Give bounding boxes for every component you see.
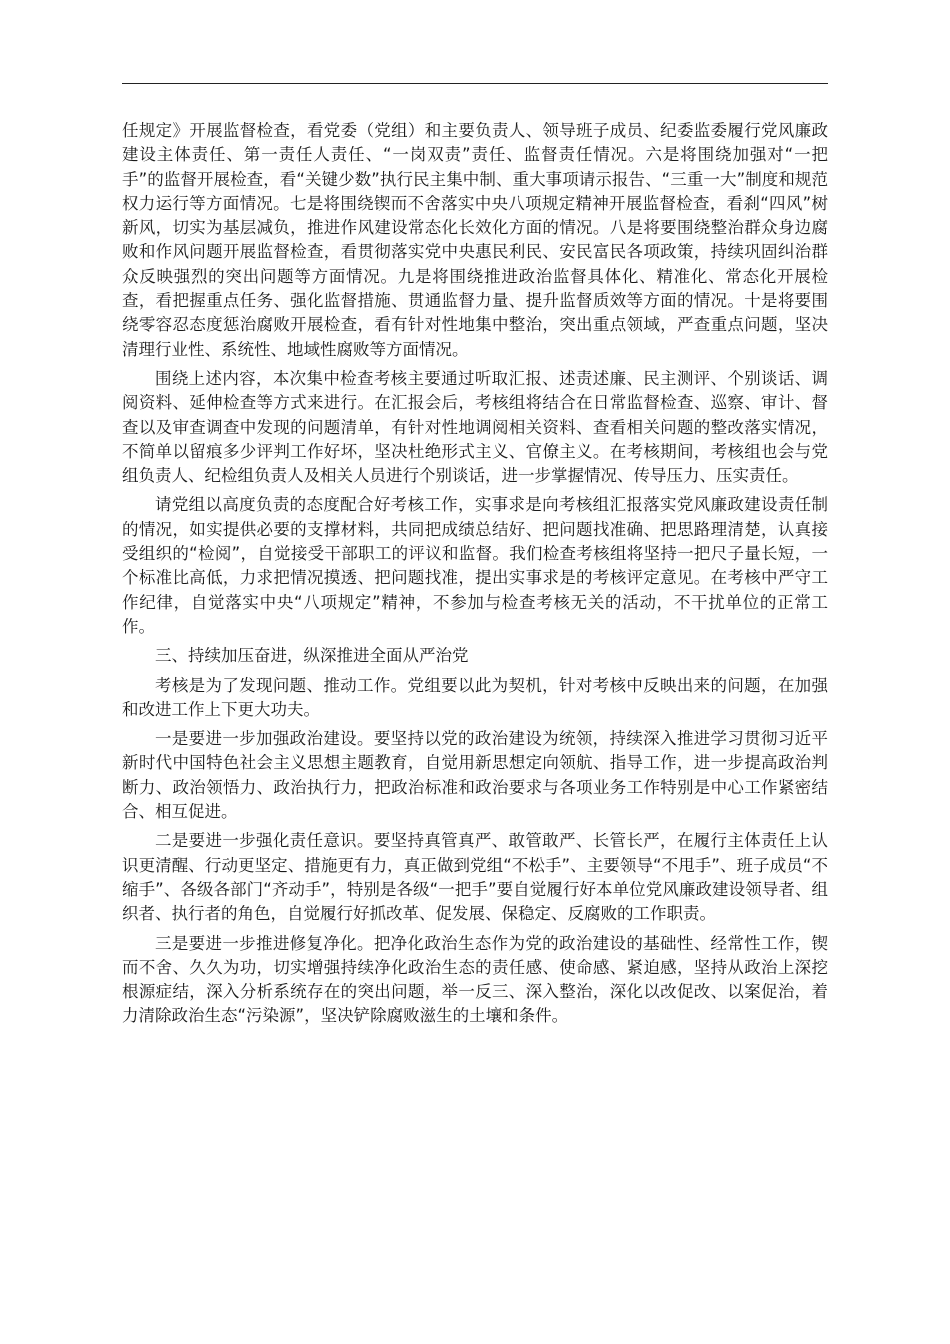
document-body <box>122 119 828 1034</box>
header-divider <box>122 83 828 84</box>
paragraph-inspection-methods: 围绕上述内容，本次集中检查考核主要通过听取汇报、述责述廉、民主测评、个别谈话、调阅资料、延伸检查等方式来进行。在汇报会后，考核组将结合在日常监督检查、巡察、审计、督查以及审查调查中发现的问题清单，有针对性地调阅相关资料、查看相关问题的整改落实情况，不简单以留痕多少评判工作好坏，坚决杜绝形式主义、官僚主义。在考核期间，考核组也会与党组负责人、纪检组负责人及相关人员进行个别谈话，进一步掌握情况、传导压力、压实责任。 <box>122 368 828 486</box>
paragraph-repair-purification: 三是要进一步推进修复净化。把净化政治生态作为党的政治建设的基础性、经常性工作，锲而不舍、久久为功，切实增强持续净化政治生态的责任感、使命感、紧迫感，坚持从政治上深挖根源症结，深入分析系统存在的突出问题，举一反三、深入整治，深化以改促改、以案促治，着力清除政治生态“污染源”，坚决铲除腐败滋生的土壤和条件。 <box>122 933 828 1026</box>
paragraph-responsibility-awareness: 二是要进一步强化责任意识。要坚持真管真严、敢管敢严、长管长严，在履行主体责任上认识更清醒、行动更坚定、措施更有力，真正做到党组“不松手”、主要领导“不甩手”、班子成员“不缩手”、各级各部门“齐动手”，特别是各级“一把手”要自觉履行好本单位党风廉政建设领导者、组织者、执行者的角色，自觉履行好抓改革、促发展、保稳定、反腐败的工作职责。 <box>122 831 828 924</box>
section-heading-three: 三、持续加压奋进，纵深推进全面从严治党 <box>155 646 469 666</box>
paragraph-continued-inspection-items: 任规定》开展监督检查，看党委（党组）和主要负责人、领导班子成员、纪委监委履行党风廉政建设主体责任、第一责任人责任、“一岗双责”责任、监督责任情况。六是将围绕加强对“一把手”的监督开展检查，看“关键少数”执行民主集中制、重大事项请示报告、“三重一大”制度和规范权力运行等方面情况。七是将围绕锲而不舍落实中央八项规定精神开展监督检查，看刹“四风”树新风，切实为基层减负，推进作风建设常态化长效化方面的情况。八是将要围绕整治群众身边腐败和作风问题开展监督检查，看贯彻落实党中央惠民利民、安民富民各项政策，持续巩固纠治群众反映强烈的突出问题等方面情况。九是将围绕推进政治监督具体化、精准化、常态化开展检查，看把握重点任务、强化监督措施、贯通监督力量、提升监督质效等方面的情况。十是将要围绕零容忍态度惩治腐败开展检查，看有针对性地集中整治，突出重点领域，严查重点问题，坚决清理行业性、系统性、地域性腐败等方面情况。 <box>122 121 828 359</box>
paragraph-political-construction: 一是要进一步加强政治建设。要坚持以党的政治建设为统领，持续深入推进学习贯彻习近平新时代中国特色社会主义思想主题教育，自觉用新思想定向领航、指导工作，进一步提高政治判断力、政治领悟力、政治执行力，把政治标准和政治要求与各项业务工作特别是中心工作紧密结合、相互促进。 <box>122 729 828 822</box>
paragraph-cooperation-request: 请党组以高度负责的态度配合好考核工作，实事求是向考核组汇报落实党风廉政建设责任制的情况，如实提供必要的支撑材料，共同把成绩总结好、把问题找准确、把思路理清楚，认真接受组织的“检阅”，自觉接受干部职工的评议和监督。我们检查考核组将坚持一把尺子量长短，一个标准比高低，力求把情况摸透、把问题找准，提出实事求是的考核评定意见。在考核中严守工作纪律，自觉落实中央“八项规定”精神，不参加与检查考核无关的活动，不干扰单位的正常工作。 <box>122 495 828 636</box>
paragraph-purpose-of-assessment: 考核是为了发现问题、推动工作。党组要以此为契机，针对考核中反映出来的问题，在加强和改进工作上下更大功夫。 <box>122 675 828 719</box>
